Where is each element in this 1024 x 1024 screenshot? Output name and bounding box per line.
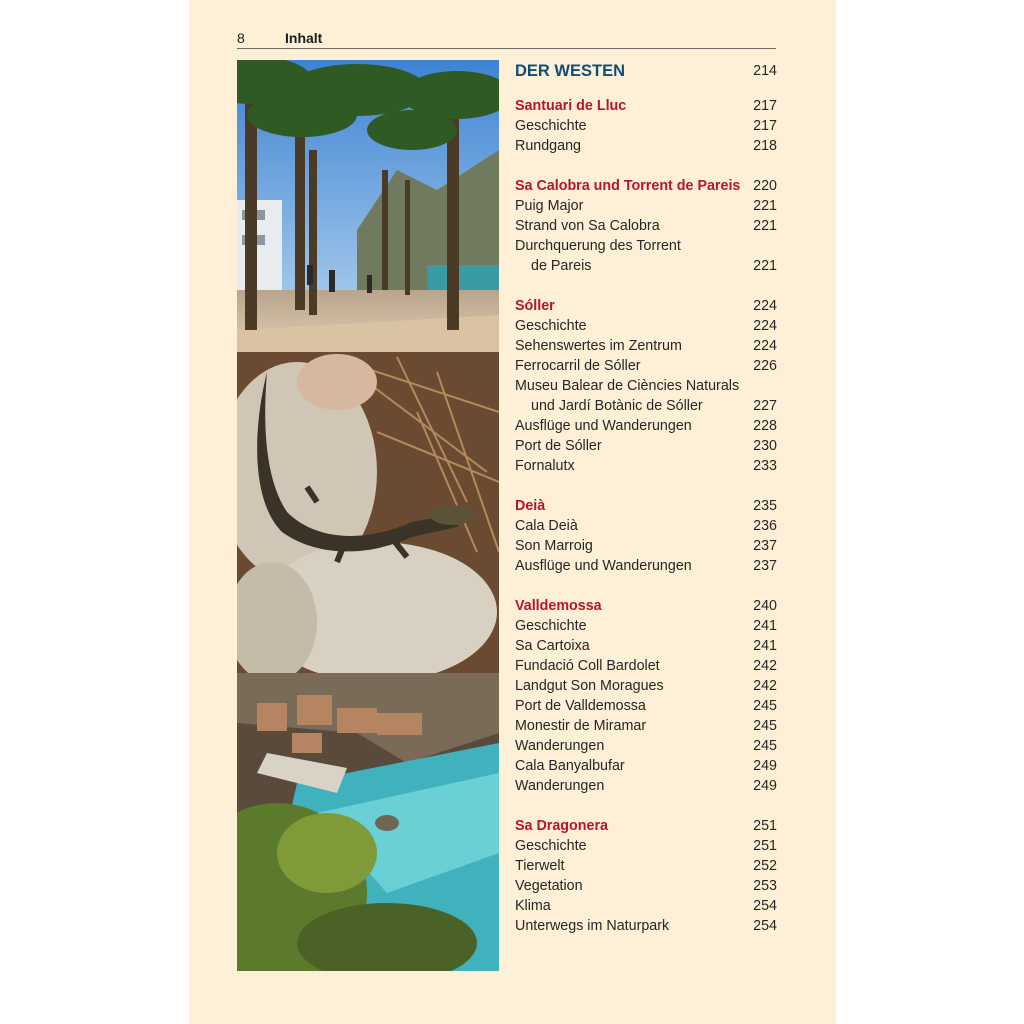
toc-entry[interactable] — [515, 716, 777, 736]
entry-page: 251 — [753, 838, 777, 854]
entry-page: 218 — [753, 138, 777, 154]
page-number: 8 — [237, 30, 245, 46]
chapter-page: 240 — [753, 598, 777, 614]
entry-title: Tierwelt — [515, 858, 565, 874]
toc-entry[interactable] — [515, 676, 777, 696]
toc-entry[interactable] — [515, 256, 777, 276]
toc-chapter-heading[interactable] — [515, 816, 777, 836]
entry-title: Unterwegs im Naturpark — [515, 918, 670, 934]
promenade-palms-photo — [237, 60, 499, 352]
entry-page: 241 — [753, 638, 777, 654]
toc-entry[interactable] — [515, 616, 777, 636]
toc-entry[interactable] — [515, 916, 777, 936]
toc-chapter-heading[interactable] — [515, 176, 777, 196]
entry-page: 221 — [753, 198, 777, 214]
toc-chapter-heading[interactable] — [515, 596, 777, 616]
toc-entry[interactable] — [515, 756, 777, 776]
toc-entry[interactable] — [515, 136, 777, 156]
entry-title: Strand von Sa Calobra — [515, 218, 660, 234]
entry-page: 245 — [753, 738, 777, 754]
toc-chapter-heading[interactable] — [515, 496, 777, 516]
entry-title: Sehenswertes im Zentrum — [515, 338, 682, 354]
toc-entry[interactable] — [515, 356, 777, 376]
toc-chapter-heading[interactable] — [515, 296, 777, 316]
toc-entry[interactable] — [515, 736, 777, 756]
toc-spacer — [515, 796, 777, 816]
entry-title: Ferrocarril de Sóller — [515, 358, 641, 374]
toc-spacer — [515, 476, 777, 496]
entry-page: 249 — [753, 778, 777, 794]
toc-entry[interactable] — [515, 636, 777, 656]
photo-column — [237, 60, 499, 971]
entry-title: Wanderungen — [515, 778, 605, 794]
entry-title: Cala Deià — [515, 518, 578, 534]
entry-title: Rundgang — [515, 138, 581, 154]
entry-title: Geschichte — [515, 118, 587, 134]
toc-entry[interactable] — [515, 556, 777, 576]
toc-entry[interactable] — [515, 316, 777, 336]
chapter-page: 217 — [753, 98, 777, 114]
toc-entry[interactable] — [515, 376, 777, 396]
lizard-on-rock-photo — [237, 352, 499, 673]
entry-page: 224 — [753, 338, 777, 354]
toc-entry[interactable] — [515, 896, 777, 916]
toc-entry[interactable] — [515, 436, 777, 456]
chapter-title: Valldemossa — [515, 598, 602, 614]
chapter-title: Deià — [515, 498, 546, 514]
book-page — [189, 0, 836, 1024]
entry-title: und Jardí Botànic de Sóller — [531, 398, 703, 414]
header-title: Inhalt — [285, 30, 323, 46]
chapter-title: Sóller — [515, 298, 555, 314]
entry-title: Ausflüge und Wanderungen — [515, 558, 692, 574]
toc-entry[interactable] — [515, 656, 777, 676]
chapter-title: Sa Dragonera — [515, 818, 608, 834]
entry-page: 245 — [753, 718, 777, 734]
table-of-contents — [515, 60, 777, 936]
entry-title: Ausflüge und Wanderungen — [515, 418, 692, 434]
section-page: 214 — [753, 63, 777, 79]
toc-chapter-heading[interactable] — [515, 96, 777, 116]
toc-spacer — [515, 156, 777, 176]
toc-entry[interactable] — [515, 336, 777, 356]
toc-entry[interactable] — [515, 856, 777, 876]
entry-page: 228 — [753, 418, 777, 434]
entry-page: 221 — [753, 258, 777, 274]
section-title: DER WESTEN — [515, 62, 626, 80]
entry-page: 254 — [753, 918, 777, 934]
entry-page: 233 — [753, 458, 777, 474]
toc-spacer — [515, 276, 777, 296]
entry-page: 242 — [753, 678, 777, 694]
entry-page: 227 — [753, 398, 777, 414]
entry-title: Museu Balear de Ciències Naturals — [515, 378, 740, 394]
toc-section-heading[interactable] — [515, 60, 777, 82]
chapter-page: 220 — [753, 178, 777, 194]
entry-title: Vegetation — [515, 878, 583, 894]
entry-page: 237 — [753, 538, 777, 554]
toc-entry[interactable] — [515, 236, 777, 256]
entry-page: 241 — [753, 618, 777, 634]
entry-title: Monestir de Miramar — [515, 718, 647, 734]
toc-entry[interactable] — [515, 696, 777, 716]
entry-title: Klima — [515, 898, 551, 914]
toc-entry[interactable] — [515, 416, 777, 436]
cala-deia-bay-photo — [237, 673, 499, 971]
chapter-title: Sa Calobra und Torrent de Pareis — [515, 178, 741, 194]
entry-title: Durchquerung des Torrent — [515, 238, 681, 254]
toc-entry[interactable] — [515, 776, 777, 796]
entry-title: Port de Sóller — [515, 438, 602, 454]
entry-title: Port de Valldemossa — [515, 698, 646, 714]
toc-entry[interactable] — [515, 396, 777, 416]
running-header — [237, 30, 776, 49]
entry-title: Geschichte — [515, 838, 587, 854]
entry-page: 224 — [753, 318, 777, 334]
entry-title: Wanderungen — [515, 738, 605, 754]
chapter-page: 235 — [753, 498, 777, 514]
entry-title: de Pareis — [531, 258, 592, 274]
toc-entry[interactable] — [515, 196, 777, 216]
entry-title: Fornalutx — [515, 458, 575, 474]
toc-spacer — [515, 576, 777, 596]
entry-title: Son Marroig — [515, 538, 593, 554]
entry-title: Geschichte — [515, 318, 587, 334]
entry-title: Puig Major — [515, 198, 584, 214]
entry-page: 226 — [753, 358, 777, 374]
toc-entry[interactable] — [515, 876, 777, 896]
entry-title: Fundació Coll Bardolet — [515, 658, 660, 674]
chapter-page: 251 — [753, 818, 777, 834]
entry-page: 245 — [753, 698, 777, 714]
entry-title: Geschichte — [515, 618, 587, 634]
entry-page: 221 — [753, 218, 777, 234]
toc-entry[interactable] — [515, 836, 777, 856]
chapter-title: Santuari de Lluc — [515, 98, 627, 114]
entry-page: 254 — [753, 898, 777, 914]
entry-title: Landgut Son Moragues — [515, 678, 664, 694]
chapter-page: 224 — [753, 298, 777, 314]
entry-page: 217 — [753, 118, 777, 134]
entry-title: Sa Cartoixa — [515, 638, 590, 654]
entry-page: 249 — [753, 758, 777, 774]
entry-page: 236 — [753, 518, 777, 534]
entry-page: 237 — [753, 558, 777, 574]
toc-entry[interactable] — [515, 216, 777, 236]
toc-entry[interactable] — [515, 516, 777, 536]
entry-title: Cala Banyalbufar — [515, 758, 625, 774]
entry-page: 230 — [753, 438, 777, 454]
toc-entry[interactable] — [515, 536, 777, 556]
entry-page: 253 — [753, 878, 777, 894]
toc-entry[interactable] — [515, 116, 777, 136]
entry-page: 242 — [753, 658, 777, 674]
toc-entry[interactable] — [515, 456, 777, 476]
entry-page: 252 — [753, 858, 777, 874]
